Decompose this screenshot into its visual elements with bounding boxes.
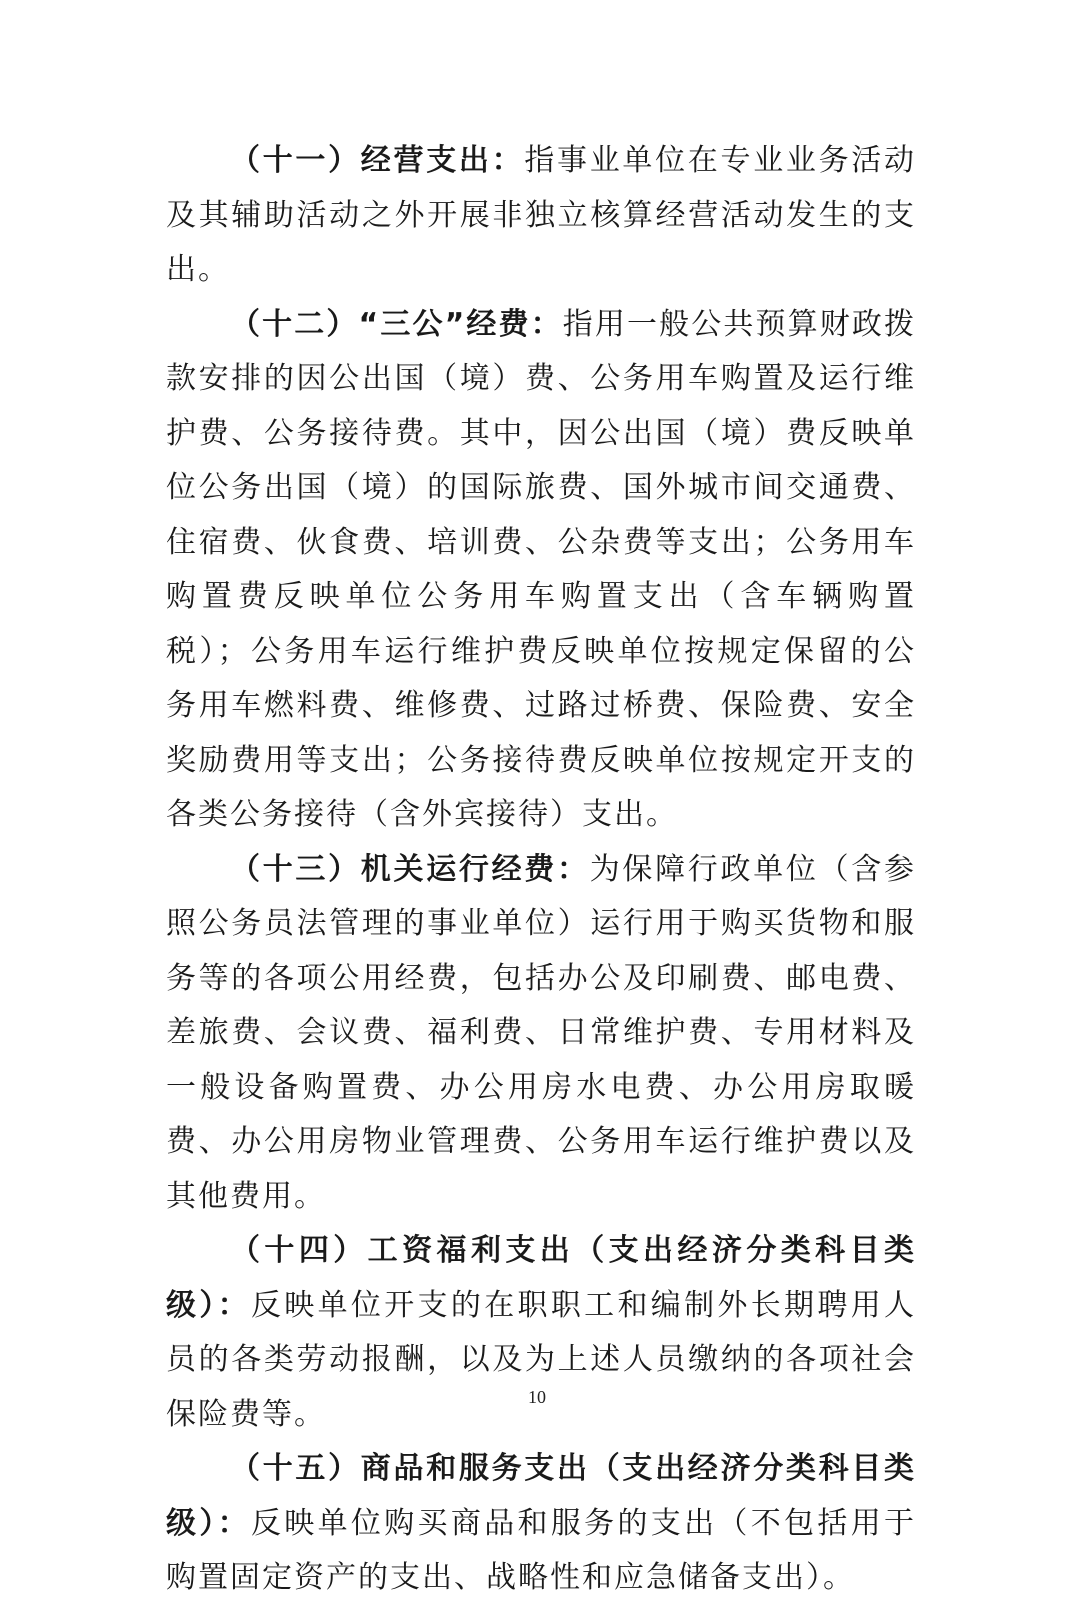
- section-14: [166, 1224, 916, 1442]
- document-body: [166, 134, 916, 1606]
- section-15-body: 反映单位购买商品和服务的支出（不包括用于购置固定资产的支出、战略性和应急储备支出）。: [166, 1505, 917, 1595]
- section-13: [166, 843, 916, 1225]
- section-15-heading: （十五）商品和服务支出（支出经济分类科目类级）：: [166, 1451, 916, 1541]
- section-11-heading: （十一）经营支出：: [230, 143, 525, 178]
- section-12-body: 指用一般公共预算财政拨款安排的因公出国（境）费、公务用车购置及运行维护费、公务接待费。其中，因公出国（境）费反映单位公务出国（境）的国际旅费、国外城市间交通费、住宿费、伙食费、培训费、公杂费等支出；公务用车购置费反映单位公务用车购置支出（含车辆购置税）；公务用车运行维护费反映单位按规定保留的公务用车燃料费、维修费、过路过桥费、保险费、安全奖励费用等支出；公务接待费反映单位按规定开支的各类公务接待（含外宾接待）支出。: [166, 306, 917, 832]
- section-14-heading: （十四）工资福利支出（支出经济分类科目类级）：: [166, 1233, 916, 1323]
- section-15: [166, 1442, 916, 1606]
- section-13-heading: （十三）机关运行经费：: [230, 851, 590, 887]
- section-11-body: 指事业单位在专业业务活动及其辅助活动之外开展非独立核算经营活动发生的支出。: [166, 143, 917, 287]
- section-13-body: 为保障行政单位（含参照公务员法管理的事业单位）运行用于购买货物和服务等的各项公用经费，包括办公及印刷费、邮电费、差旅费、会议费、福利费、日常维护费、专用材料及一般设备购置费、办公用房水电费、办公用房取暖费、办公用房物业管理费、公务用车运行维护费以及其他费用。: [166, 851, 917, 1214]
- section-12: [166, 298, 916, 843]
- section-14-body: 反映单位开支的在职职工和编制外长期聘用人员的各类劳动报酬，以及为上述人员缴纳的各项社会保险费等。: [166, 1287, 917, 1432]
- section-11: [166, 134, 916, 298]
- page-number: 10: [528, 1387, 546, 1407]
- section-12-heading: （十二）“三公”经费：: [230, 306, 563, 342]
